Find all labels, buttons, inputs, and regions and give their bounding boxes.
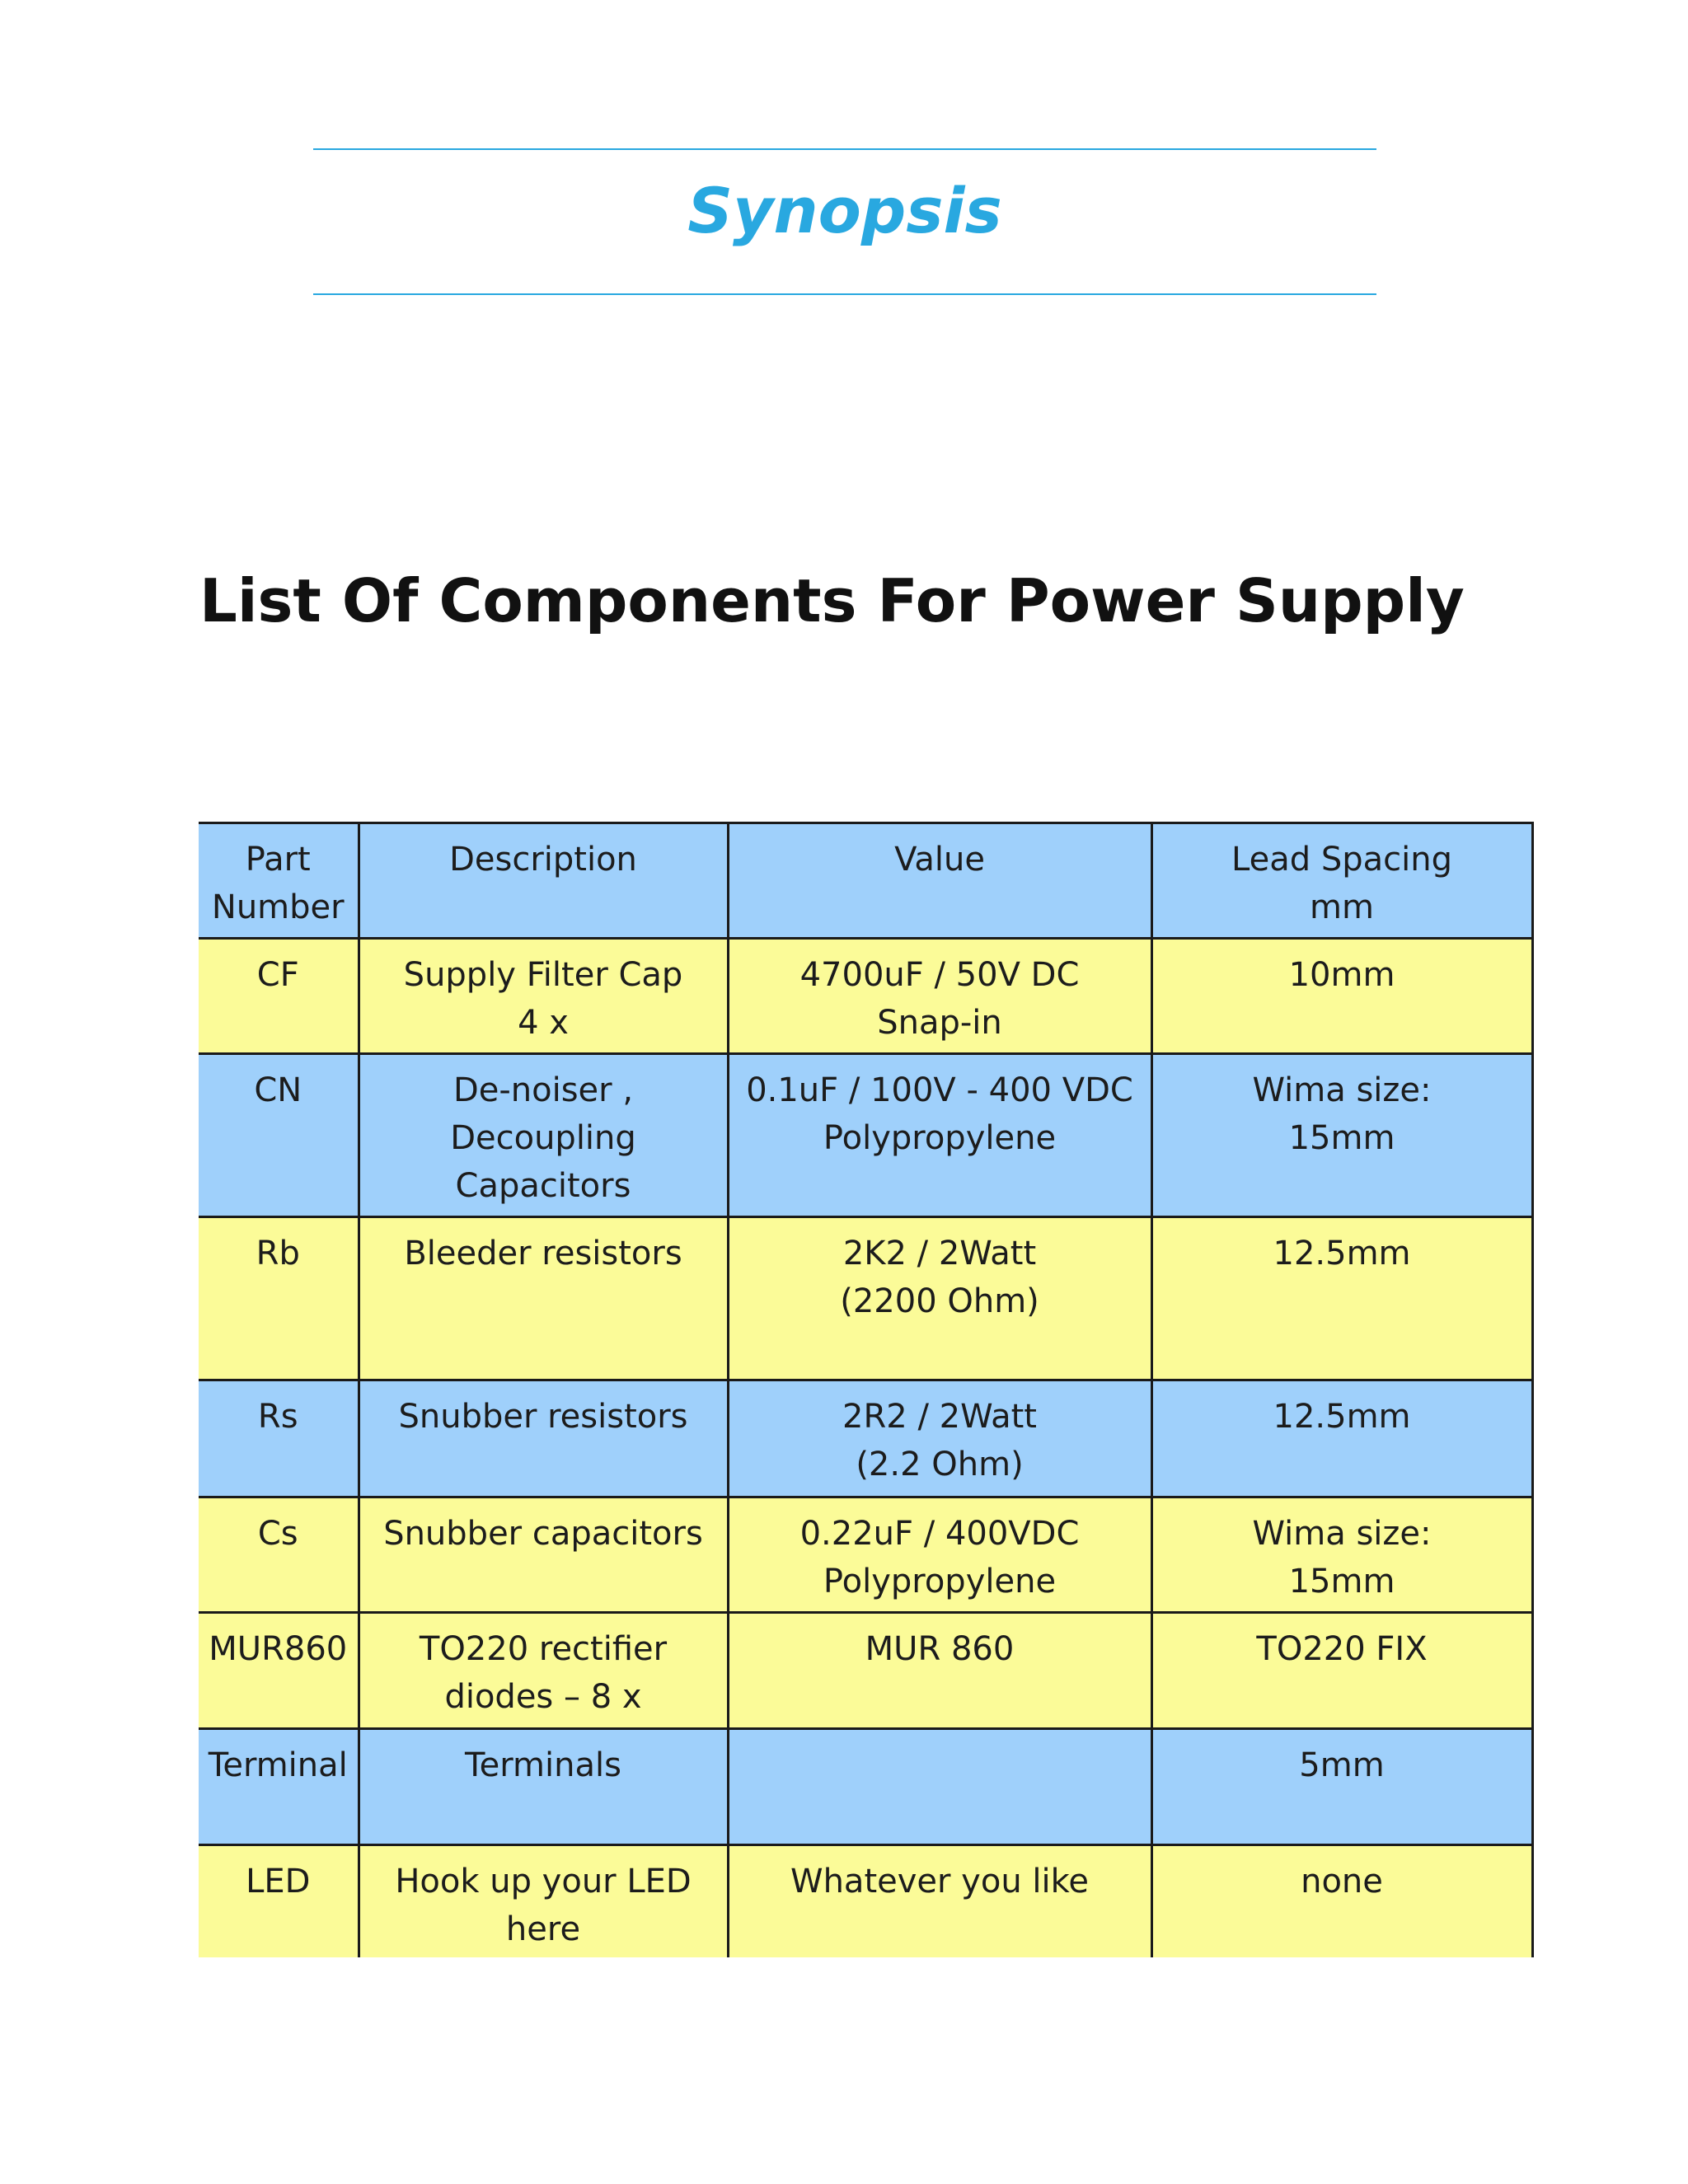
column-header-value: Value	[728, 823, 1151, 939]
description-cell: Bleeder resistors	[359, 1217, 728, 1380]
title-rule-bottom	[313, 293, 1376, 295]
value-cell: MUR 860	[728, 1613, 1151, 1729]
value-cell: 4700uF / 50V DC Snap-in	[728, 939, 1151, 1054]
part-cell: Cs	[199, 1497, 359, 1613]
description-cell: De-noiser , Decoupling Capacitors	[359, 1054, 728, 1217]
part-cell: LED	[199, 1845, 359, 1957]
table-row	[199, 1054, 1532, 1217]
lead-spacing-cell: none	[1151, 1845, 1532, 1957]
part-cell: CN	[199, 1054, 359, 1217]
table-row	[199, 1217, 1532, 1380]
part-cell: CF	[199, 939, 359, 1054]
table-row	[199, 1497, 1532, 1613]
value-cell: Whatever you like	[728, 1845, 1151, 1957]
part-cell: Rb	[199, 1217, 359, 1380]
description-cell: Snubber resistors	[359, 1380, 728, 1497]
table-row	[199, 939, 1532, 1054]
lead-spacing-cell: 12.5mm	[1151, 1217, 1532, 1380]
value-cell: 0.1uF / 100V - 400 VDC Polypropylene	[728, 1054, 1151, 1217]
lead-spacing-cell: Wima size: 15mm	[1151, 1054, 1532, 1217]
table-row	[199, 1380, 1532, 1497]
lead-spacing-cell: 5mm	[1151, 1729, 1532, 1845]
description-cell: TO220 rectifier diodes – 8 x	[359, 1613, 728, 1729]
part-cell: Terminal	[199, 1729, 359, 1845]
description-cell: Snubber capacitors	[359, 1497, 728, 1613]
value-cell	[728, 1729, 1151, 1845]
lead-spacing-cell: Wima size: 15mm	[1151, 1497, 1532, 1613]
description-cell: Terminals	[359, 1729, 728, 1845]
lead-spacing-cell: 10mm	[1151, 939, 1532, 1054]
title-rule-top	[313, 148, 1376, 150]
value-cell: 0.22uF / 400VDC Polypropylene	[728, 1497, 1151, 1613]
table-row	[199, 1729, 1532, 1845]
section-heading: List Of Components For Power Supply	[199, 566, 1465, 635]
page-title: Synopsis	[687, 174, 1002, 247]
description-cell: Hook up your LED here	[359, 1845, 728, 1957]
table-row	[199, 1613, 1532, 1729]
column-header-part-number: Part Number	[199, 823, 359, 939]
table-header-row	[199, 823, 1532, 939]
column-header-lead-spacing: Lead Spacing mm	[1151, 823, 1532, 939]
table-row	[199, 1845, 1532, 1957]
components-table	[199, 822, 1534, 1957]
part-cell: Rs	[199, 1380, 359, 1497]
column-header-description: Description	[359, 823, 728, 939]
value-cell: 2R2 / 2Watt (2.2 Ohm)	[728, 1380, 1151, 1497]
description-cell: Supply Filter Cap 4 x	[359, 939, 728, 1054]
value-cell: 2K2 / 2Watt (2200 Ohm)	[728, 1217, 1151, 1380]
lead-spacing-cell: 12.5mm	[1151, 1380, 1532, 1497]
part-cell: MUR860	[199, 1613, 359, 1729]
lead-spacing-cell: TO220 FIX	[1151, 1613, 1532, 1729]
